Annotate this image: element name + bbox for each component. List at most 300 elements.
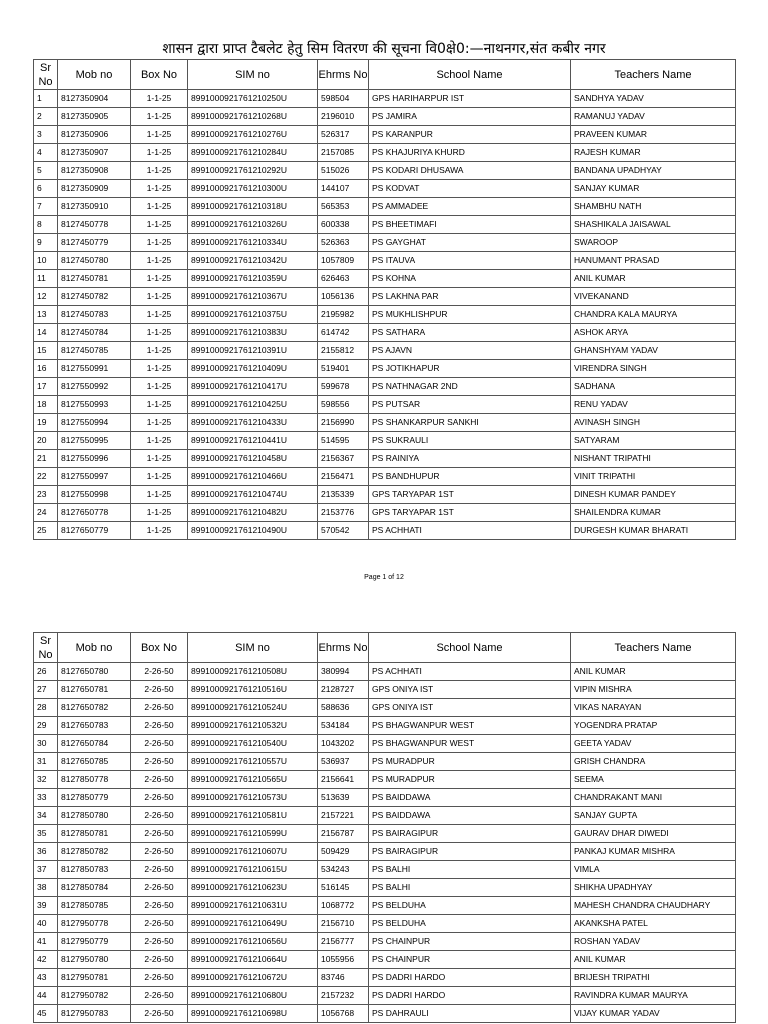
cell-mob-no: 8127850784 xyxy=(58,879,131,897)
cell-ehrms-no: 534184 xyxy=(318,717,369,735)
cell-sr-no: 33 xyxy=(34,789,58,807)
cell-teachers-name: RAMANUJ YADAV xyxy=(571,108,736,126)
cell-school-name: PS KARANPUR xyxy=(369,126,571,144)
cell-mob-no: 8127350910 xyxy=(58,198,131,216)
cell-mob-no: 8127350904 xyxy=(58,90,131,108)
table-header-row xyxy=(34,60,736,90)
cell-mob-no: 8127550995 xyxy=(58,432,131,450)
cell-ehrms-no: 599678 xyxy=(318,378,369,396)
cell-ehrms-no: 380994 xyxy=(318,663,369,681)
cell-sr-no: 15 xyxy=(34,342,58,360)
table-row xyxy=(34,198,736,216)
page-title: शासन द्वारा प्राप्त टैबलेट हेतु सिम वितरण की सूचना वि0क्षे0:—नाथनगर,संत कबीर नगर xyxy=(162,41,606,57)
cell-sr-no: 25 xyxy=(34,522,58,540)
cell-mob-no: 8127650784 xyxy=(58,735,131,753)
table-row xyxy=(34,432,736,450)
cell-sr-no: 32 xyxy=(34,771,58,789)
cell-teachers-name: AKANKSHA PATEL xyxy=(571,915,736,933)
cell-sim-no: 8991000921761210417U xyxy=(188,378,318,396)
header-ehrms-no: Ehrms No xyxy=(318,633,369,663)
cell-ehrms-no: 1056768 xyxy=(318,1005,369,1023)
cell-ehrms-no: 2157085 xyxy=(318,144,369,162)
cell-school-name: PS CHAINPUR xyxy=(369,933,571,951)
cell-sim-no: 8991000921761210284U xyxy=(188,144,318,162)
cell-ehrms-no: 614742 xyxy=(318,324,369,342)
table-row xyxy=(34,753,736,771)
cell-teachers-name: VIVEKANAND xyxy=(571,288,736,306)
cell-sim-no: 8991000921761210490U xyxy=(188,522,318,540)
table-row xyxy=(34,342,736,360)
cell-box-no: 2-26-50 xyxy=(131,897,188,915)
cell-sr-no: 13 xyxy=(34,306,58,324)
cell-school-name: PS KOHNA xyxy=(369,270,571,288)
table-row xyxy=(34,288,736,306)
cell-school-name: PS JOTIKHAPUR xyxy=(369,360,571,378)
cell-ehrms-no: 1057809 xyxy=(318,252,369,270)
cell-box-no: 2-26-50 xyxy=(131,915,188,933)
cell-ehrms-no: 2153776 xyxy=(318,504,369,522)
cell-box-no: 1-1-25 xyxy=(131,432,188,450)
cell-mob-no: 8127350908 xyxy=(58,162,131,180)
cell-school-name: PS AMMADEE xyxy=(369,198,571,216)
cell-school-name: GPS TARYAPAR 1ST xyxy=(369,486,571,504)
cell-sim-no: 8991000921761210623U xyxy=(188,879,318,897)
cell-box-no: 1-1-25 xyxy=(131,396,188,414)
cell-teachers-name: ANIL KUMAR xyxy=(571,951,736,969)
cell-box-no: 2-26-50 xyxy=(131,681,188,699)
cell-sr-no: 7 xyxy=(34,198,58,216)
cell-mob-no: 8127450785 xyxy=(58,342,131,360)
cell-ehrms-no: 536937 xyxy=(318,753,369,771)
cell-sr-no: 4 xyxy=(34,144,58,162)
cell-sr-no: 9 xyxy=(34,234,58,252)
cell-teachers-name: SADHANA xyxy=(571,378,736,396)
sim-distribution-table-1 xyxy=(33,59,736,540)
cell-ehrms-no: 600338 xyxy=(318,216,369,234)
cell-mob-no: 8127450783 xyxy=(58,306,131,324)
cell-ehrms-no: 2155812 xyxy=(318,342,369,360)
cell-teachers-name: ROSHAN YADAV xyxy=(571,933,736,951)
cell-school-name: PS BELDUHA xyxy=(369,897,571,915)
cell-school-name: PS KHAJURIYA KHURD xyxy=(369,144,571,162)
cell-teachers-name: CHANDRA KALA MAURYA xyxy=(571,306,736,324)
cell-sim-no: 8991000921761210516U xyxy=(188,681,318,699)
cell-ehrms-no: 588636 xyxy=(318,699,369,717)
page-footer: Page 1 of 12 xyxy=(364,574,404,581)
table-row xyxy=(34,897,736,915)
cell-school-name: PS LAKHNA PAR xyxy=(369,288,571,306)
cell-sim-no: 8991000921761210458U xyxy=(188,450,318,468)
cell-teachers-name: SHASHIKALA JAISAWAL xyxy=(571,216,736,234)
cell-ehrms-no: 2156710 xyxy=(318,915,369,933)
cell-sim-no: 8991000921761210409U xyxy=(188,360,318,378)
table-row xyxy=(34,717,736,735)
cell-box-no: 2-26-50 xyxy=(131,699,188,717)
cell-ehrms-no: 2157221 xyxy=(318,807,369,825)
cell-teachers-name: SHAMBHU NATH xyxy=(571,198,736,216)
cell-mob-no: 8127950780 xyxy=(58,951,131,969)
cell-mob-no: 8127650778 xyxy=(58,504,131,522)
cell-ehrms-no: 2156367 xyxy=(318,450,369,468)
cell-mob-no: 8127550996 xyxy=(58,450,131,468)
cell-ehrms-no: 2135339 xyxy=(318,486,369,504)
cell-sr-no: 35 xyxy=(34,825,58,843)
header-ehrms-no: Ehrms No xyxy=(318,60,369,90)
cell-mob-no: 8127550997 xyxy=(58,468,131,486)
cell-teachers-name: SHIKHA UPADHYAY xyxy=(571,879,736,897)
table-row xyxy=(34,1005,736,1023)
cell-school-name: PS BALHI xyxy=(369,861,571,879)
cell-sr-no: 39 xyxy=(34,897,58,915)
cell-sim-no: 8991000921761210359U xyxy=(188,270,318,288)
cell-sim-no: 8991000921761210680U xyxy=(188,987,318,1005)
cell-sim-no: 8991000921761210367U xyxy=(188,288,318,306)
cell-mob-no: 8127450779 xyxy=(58,234,131,252)
cell-box-no: 1-1-25 xyxy=(131,126,188,144)
cell-mob-no: 8127550992 xyxy=(58,378,131,396)
cell-sr-no: 10 xyxy=(34,252,58,270)
table-row xyxy=(34,915,736,933)
header-mob-no: Mob no xyxy=(58,60,131,90)
cell-sim-no: 8991000921761210656U xyxy=(188,933,318,951)
cell-mob-no: 8127850783 xyxy=(58,861,131,879)
cell-sr-no: 17 xyxy=(34,378,58,396)
cell-sr-no: 24 xyxy=(34,504,58,522)
cell-sr-no: 21 xyxy=(34,450,58,468)
cell-sim-no: 8991000921761210383U xyxy=(188,324,318,342)
cell-ehrms-no: 2156777 xyxy=(318,933,369,951)
cell-sr-no: 45 xyxy=(34,1005,58,1023)
table-row xyxy=(34,969,736,987)
cell-school-name: PS BAIDDAWA xyxy=(369,789,571,807)
cell-box-no: 2-26-50 xyxy=(131,951,188,969)
table-row xyxy=(34,162,736,180)
cell-ehrms-no: 144107 xyxy=(318,180,369,198)
header-sim-no: SIM no xyxy=(188,60,318,90)
table-row xyxy=(34,987,736,1005)
cell-ehrms-no: 2156641 xyxy=(318,771,369,789)
cell-teachers-name: VIKAS NARAYAN xyxy=(571,699,736,717)
cell-mob-no: 8127650782 xyxy=(58,699,131,717)
table-row xyxy=(34,807,736,825)
cell-box-no: 1-1-25 xyxy=(131,288,188,306)
cell-teachers-name: DURGESH KUMAR BHARATI xyxy=(571,522,736,540)
header-teachers-name: Teachers Name xyxy=(571,633,736,663)
header-sr-no: Sr No xyxy=(34,633,58,663)
cell-mob-no: 8127850779 xyxy=(58,789,131,807)
cell-school-name: PS SHANKARPUR SANKHI xyxy=(369,414,571,432)
header-school-name: School Name xyxy=(369,633,571,663)
table-row xyxy=(34,951,736,969)
table-row xyxy=(34,789,736,807)
cell-ehrms-no: 565353 xyxy=(318,198,369,216)
cell-teachers-name: SWAROOP xyxy=(571,234,736,252)
cell-mob-no: 8127950781 xyxy=(58,969,131,987)
cell-sr-no: 23 xyxy=(34,486,58,504)
cell-box-no: 2-26-50 xyxy=(131,663,188,681)
cell-teachers-name: PRAVEEN KUMAR xyxy=(571,126,736,144)
table-row xyxy=(34,771,736,789)
cell-sim-no: 8991000921761210441U xyxy=(188,432,318,450)
table-row xyxy=(34,450,736,468)
header-sr-no: Sr No xyxy=(34,60,58,90)
cell-school-name: GPS HARIHARPUR IST xyxy=(369,90,571,108)
cell-ehrms-no: 1068772 xyxy=(318,897,369,915)
cell-mob-no: 8127450778 xyxy=(58,216,131,234)
cell-school-name: GPS ONIYA IST xyxy=(369,681,571,699)
cell-ehrms-no: 570542 xyxy=(318,522,369,540)
cell-sr-no: 20 xyxy=(34,432,58,450)
cell-school-name: PS CHAINPUR xyxy=(369,951,571,969)
cell-box-no: 1-1-25 xyxy=(131,522,188,540)
cell-ehrms-no: 2195982 xyxy=(318,306,369,324)
cell-sim-no: 8991000921761210599U xyxy=(188,825,318,843)
cell-mob-no: 8127850782 xyxy=(58,843,131,861)
cell-ehrms-no: 514595 xyxy=(318,432,369,450)
cell-mob-no: 8127650779 xyxy=(58,522,131,540)
table-row xyxy=(34,306,736,324)
cell-box-no: 1-1-25 xyxy=(131,324,188,342)
cell-sim-no: 8991000921761210672U xyxy=(188,969,318,987)
cell-teachers-name: SATYARAM xyxy=(571,432,736,450)
cell-ehrms-no: 1056136 xyxy=(318,288,369,306)
cell-mob-no: 8127350907 xyxy=(58,144,131,162)
cell-mob-no: 8127350909 xyxy=(58,180,131,198)
cell-box-no: 2-26-50 xyxy=(131,879,188,897)
cell-sim-no: 8991000921761210474U xyxy=(188,486,318,504)
cell-sr-no: 40 xyxy=(34,915,58,933)
cell-school-name: PS BHEETIMAFI xyxy=(369,216,571,234)
cell-sim-no: 8991000921761210649U xyxy=(188,915,318,933)
cell-ehrms-no: 83746 xyxy=(318,969,369,987)
cell-sr-no: 27 xyxy=(34,681,58,699)
cell-teachers-name: MAHESH CHANDRA CHAUDHARY xyxy=(571,897,736,915)
cell-box-no: 1-1-25 xyxy=(131,486,188,504)
cell-teachers-name: VIPIN MISHRA xyxy=(571,681,736,699)
cell-mob-no: 8127950778 xyxy=(58,915,131,933)
table-row xyxy=(34,843,736,861)
cell-box-no: 2-26-50 xyxy=(131,807,188,825)
cell-teachers-name: VIRENDRA SINGH xyxy=(571,360,736,378)
cell-teachers-name: NISHANT TRIPATHI xyxy=(571,450,736,468)
cell-sr-no: 31 xyxy=(34,753,58,771)
cell-sr-no: 34 xyxy=(34,807,58,825)
cell-box-no: 1-1-25 xyxy=(131,360,188,378)
table-row xyxy=(34,879,736,897)
table-row xyxy=(34,378,736,396)
cell-sr-no: 44 xyxy=(34,987,58,1005)
cell-sr-no: 16 xyxy=(34,360,58,378)
cell-school-name: PS BALHI xyxy=(369,879,571,897)
header-box-no: Box No xyxy=(131,60,188,90)
cell-mob-no: 8127850778 xyxy=(58,771,131,789)
cell-box-no: 2-26-50 xyxy=(131,933,188,951)
cell-sr-no: 43 xyxy=(34,969,58,987)
header-sim-no: SIM no xyxy=(188,633,318,663)
cell-school-name: PS DADRI HARDO xyxy=(369,987,571,1005)
cell-teachers-name: VIJAY KUMAR YADAV xyxy=(571,1005,736,1023)
cell-box-no: 2-26-50 xyxy=(131,825,188,843)
table-row xyxy=(34,504,736,522)
cell-ehrms-no: 2128727 xyxy=(318,681,369,699)
cell-school-name: GPS TARYAPAR 1ST xyxy=(369,504,571,522)
cell-sim-no: 8991000921761210268U xyxy=(188,108,318,126)
cell-teachers-name: BANDANA UPADHYAY xyxy=(571,162,736,180)
cell-sr-no: 38 xyxy=(34,879,58,897)
cell-mob-no: 8127850780 xyxy=(58,807,131,825)
cell-mob-no: 8127450782 xyxy=(58,288,131,306)
cell-box-no: 2-26-50 xyxy=(131,753,188,771)
cell-mob-no: 8127350905 xyxy=(58,108,131,126)
cell-sim-no: 8991000921761210342U xyxy=(188,252,318,270)
cell-school-name: PS ACHHATI xyxy=(369,522,571,540)
cell-mob-no: 8127850781 xyxy=(58,825,131,843)
cell-teachers-name: RAVINDRA KUMAR MAURYA xyxy=(571,987,736,1005)
cell-mob-no: 8127650781 xyxy=(58,681,131,699)
table-row xyxy=(34,681,736,699)
cell-sim-no: 8991000921761210573U xyxy=(188,789,318,807)
cell-sr-no: 30 xyxy=(34,735,58,753)
cell-school-name: PS ITAUVA xyxy=(369,252,571,270)
cell-box-no: 1-1-25 xyxy=(131,234,188,252)
cell-sr-no: 18 xyxy=(34,396,58,414)
cell-mob-no: 8127950782 xyxy=(58,987,131,1005)
cell-box-no: 1-1-25 xyxy=(131,198,188,216)
cell-teachers-name: AVINASH SINGH xyxy=(571,414,736,432)
cell-sim-no: 8991000921761210540U xyxy=(188,735,318,753)
table-row xyxy=(34,252,736,270)
cell-box-no: 1-1-25 xyxy=(131,108,188,126)
cell-school-name: PS SATHARA xyxy=(369,324,571,342)
cell-school-name: PS DADRI HARDO xyxy=(369,969,571,987)
cell-box-no: 1-1-25 xyxy=(131,504,188,522)
cell-mob-no: 8127450781 xyxy=(58,270,131,288)
cell-school-name: PS BAIDDAWA xyxy=(369,807,571,825)
cell-ehrms-no: 515026 xyxy=(318,162,369,180)
cell-ehrms-no: 2156990 xyxy=(318,414,369,432)
cell-school-name: PS KODARI DHUSAWA xyxy=(369,162,571,180)
header-box-no: Box No xyxy=(131,633,188,663)
cell-mob-no: 8127650785 xyxy=(58,753,131,771)
cell-ehrms-no: 516145 xyxy=(318,879,369,897)
cell-ehrms-no: 2157232 xyxy=(318,987,369,1005)
cell-sim-no: 8991000921761210391U xyxy=(188,342,318,360)
cell-mob-no: 8127950783 xyxy=(58,1005,131,1023)
cell-box-no: 2-26-50 xyxy=(131,1005,188,1023)
table-row xyxy=(34,270,736,288)
cell-sim-no: 8991000921761210631U xyxy=(188,897,318,915)
cell-mob-no: 8127550994 xyxy=(58,414,131,432)
cell-school-name: PS BAIRAGIPUR xyxy=(369,825,571,843)
table-row xyxy=(34,663,736,681)
table-row xyxy=(34,414,736,432)
cell-sr-no: 28 xyxy=(34,699,58,717)
cell-sr-no: 14 xyxy=(34,324,58,342)
cell-box-no: 1-1-25 xyxy=(131,270,188,288)
cell-school-name: PS DAHRAULI xyxy=(369,1005,571,1023)
cell-sim-no: 8991000921761210375U xyxy=(188,306,318,324)
cell-mob-no: 8127550993 xyxy=(58,396,131,414)
cell-sim-no: 8991000921761210318U xyxy=(188,198,318,216)
cell-teachers-name: GRISH CHANDRA xyxy=(571,753,736,771)
cell-box-no: 2-26-50 xyxy=(131,861,188,879)
cell-sr-no: 41 xyxy=(34,933,58,951)
table-row xyxy=(34,324,736,342)
cell-school-name: PS MURADPUR xyxy=(369,753,571,771)
cell-ehrms-no: 1043202 xyxy=(318,735,369,753)
cell-sim-no: 8991000921761210524U xyxy=(188,699,318,717)
cell-ehrms-no: 526363 xyxy=(318,234,369,252)
cell-sim-no: 8991000921761210334U xyxy=(188,234,318,252)
cell-sim-no: 8991000921761210276U xyxy=(188,126,318,144)
cell-sim-no: 8991000921761210425U xyxy=(188,396,318,414)
cell-ehrms-no: 598504 xyxy=(318,90,369,108)
table-row xyxy=(34,861,736,879)
cell-sim-no: 8991000921761210292U xyxy=(188,162,318,180)
table-row xyxy=(34,180,736,198)
cell-sim-no: 8991000921761210581U xyxy=(188,807,318,825)
cell-school-name: GPS ONIYA IST xyxy=(369,699,571,717)
cell-teachers-name: VIMLA xyxy=(571,861,736,879)
cell-sr-no: 29 xyxy=(34,717,58,735)
cell-box-no: 1-1-25 xyxy=(131,216,188,234)
cell-teachers-name: VINIT TRIPATHI xyxy=(571,468,736,486)
cell-teachers-name: GAURAV DHAR DIWEDI xyxy=(571,825,736,843)
cell-ehrms-no: 598556 xyxy=(318,396,369,414)
cell-mob-no: 8127650780 xyxy=(58,663,131,681)
header-teachers-name: Teachers Name xyxy=(571,60,736,90)
cell-sr-no: 3 xyxy=(34,126,58,144)
cell-school-name: PS SUKRAULI xyxy=(369,432,571,450)
cell-teachers-name: SEEMA xyxy=(571,771,736,789)
cell-sr-no: 42 xyxy=(34,951,58,969)
cell-mob-no: 8127650783 xyxy=(58,717,131,735)
cell-sim-no: 8991000921761210508U xyxy=(188,663,318,681)
header-mob-no: Mob no xyxy=(58,633,131,663)
cell-ehrms-no: 513639 xyxy=(318,789,369,807)
cell-ehrms-no: 2196010 xyxy=(318,108,369,126)
table-row xyxy=(34,825,736,843)
cell-mob-no: 8127550991 xyxy=(58,360,131,378)
cell-box-no: 1-1-25 xyxy=(131,468,188,486)
cell-box-no: 1-1-25 xyxy=(131,342,188,360)
cell-teachers-name: ANIL KUMAR xyxy=(571,270,736,288)
cell-ehrms-no: 2156471 xyxy=(318,468,369,486)
cell-teachers-name: DINESH KUMAR PANDEY xyxy=(571,486,736,504)
cell-sim-no: 8991000921761210466U xyxy=(188,468,318,486)
cell-box-no: 2-26-50 xyxy=(131,735,188,753)
cell-teachers-name: ANIL KUMAR xyxy=(571,663,736,681)
cell-ehrms-no: 534243 xyxy=(318,861,369,879)
cell-teachers-name: SANJAY GUPTA xyxy=(571,807,736,825)
cell-teachers-name: SANDHYA YADAV xyxy=(571,90,736,108)
table-row xyxy=(34,126,736,144)
table-header-row xyxy=(34,633,736,663)
cell-box-no: 2-26-50 xyxy=(131,717,188,735)
table-row xyxy=(34,468,736,486)
cell-school-name: PS BANDHUPUR xyxy=(369,468,571,486)
cell-box-no: 1-1-25 xyxy=(131,180,188,198)
cell-school-name: PS RAINIYA xyxy=(369,450,571,468)
cell-sr-no: 19 xyxy=(34,414,58,432)
cell-teachers-name: ASHOK ARYA xyxy=(571,324,736,342)
table-row xyxy=(34,522,736,540)
cell-school-name: PS BHAGWANPUR WEST xyxy=(369,717,571,735)
cell-teachers-name: YOGENDRA PRATAP xyxy=(571,717,736,735)
cell-box-no: 2-26-50 xyxy=(131,987,188,1005)
cell-teachers-name: SHAILENDRA KUMAR xyxy=(571,504,736,522)
cell-ehrms-no: 1055956 xyxy=(318,951,369,969)
